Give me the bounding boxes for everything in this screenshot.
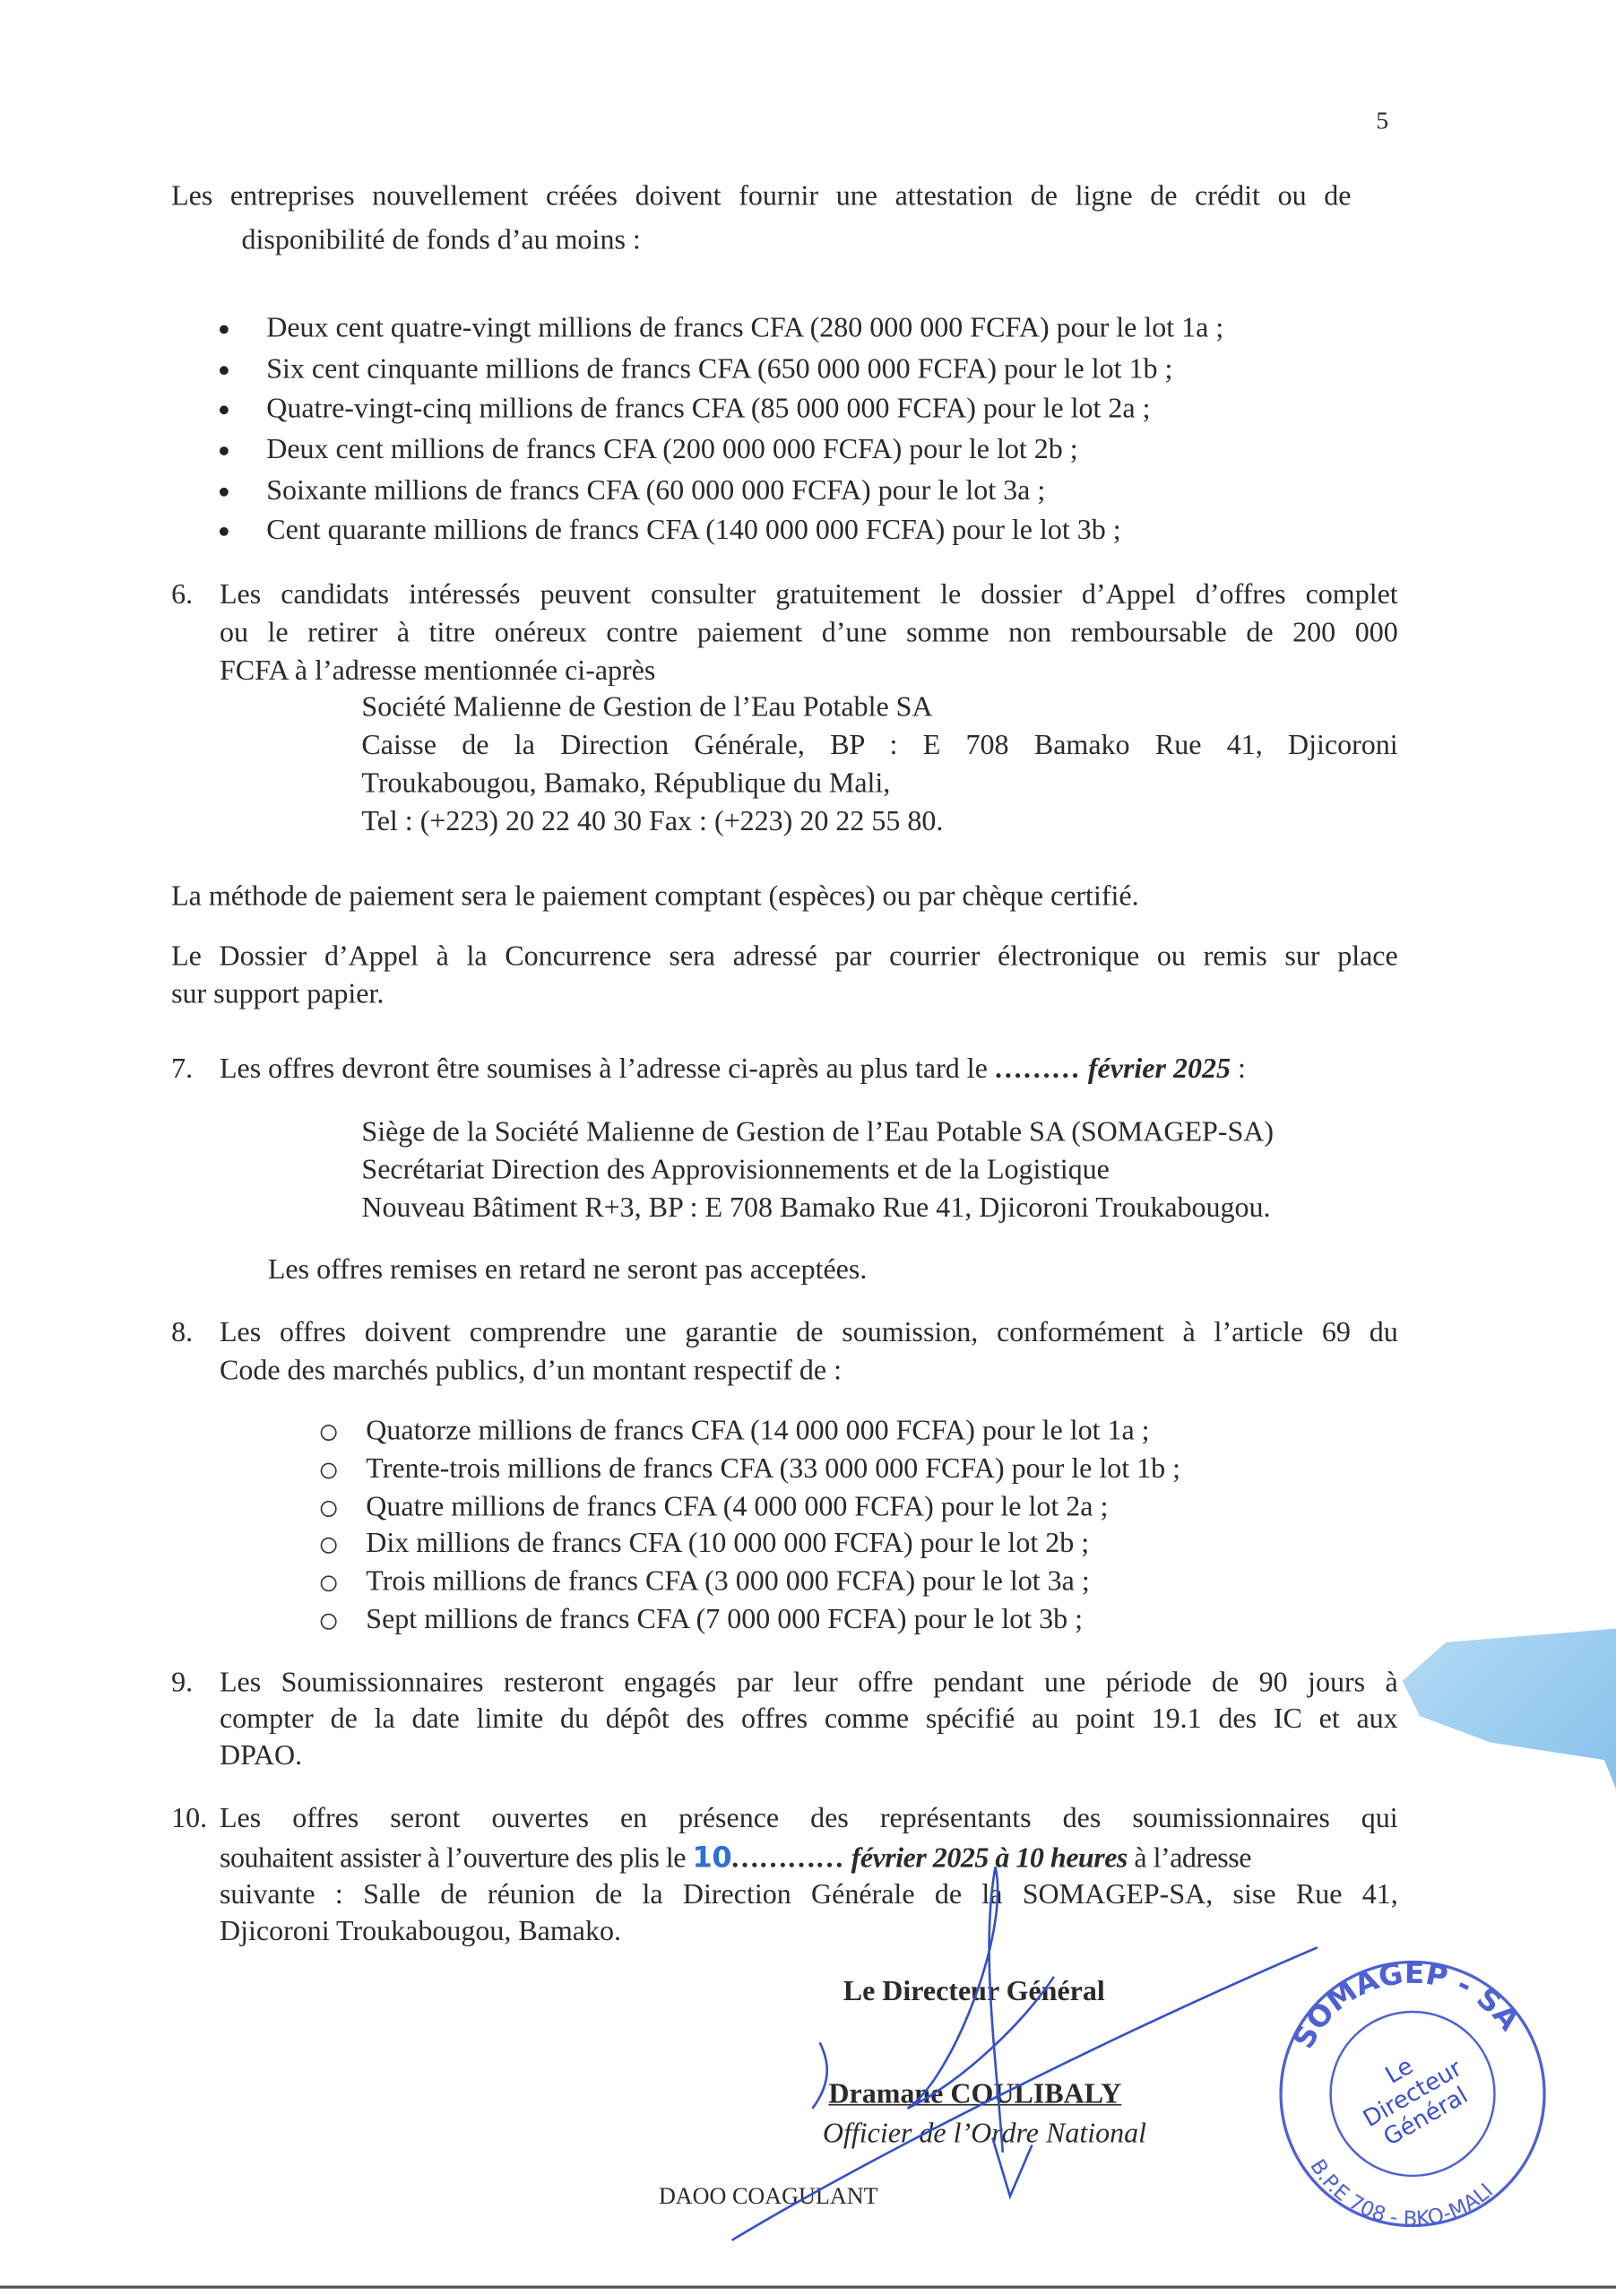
guarantee-list-item: Quatre millions de francs CFA (4 000 000 FCFA) pour le lot 2a ; (366, 1492, 1109, 1523)
svg-text:SOMAGEP - SA (1286, 1956, 1527, 2054)
bullet-icon (220, 527, 229, 536)
address-line: Nouveau Bâtiment R+3, BP : E 708 Bamako Rue 41, Djicoroni Troukabougou. (361, 1193, 1271, 1225)
signature-scribble (732, 1867, 1318, 2240)
item9-line: DPAO. (219, 1740, 303, 1772)
guarantee-list-item: Quatorze millions de francs CFA (14 000 000 FCFA) pour le lot 1a ; (366, 1416, 1150, 1447)
stamp-text-inner: Le Directeur Général (1358, 2051, 1473, 2152)
item10-post: à l’adresse (1127, 1843, 1251, 1875)
credit-list-item: Deux cent quatre-vingt millions de francs CFA (280 000 000 FCFA) pour le lot 1a ; (266, 313, 1224, 344)
guarantee-list-item: Dix millions de francs CFA (10 000 000 FCFA) pour le lot 2b ; (366, 1529, 1090, 1560)
guarantee-list-item: Trois millions de francs CFA (3 000 000 FCFA) pour le lot 3a ; (366, 1566, 1090, 1598)
item6-line: ou le retirer à titre onéreux contre paiement d’une somme non remboursable de 200 000 (219, 618, 1398, 649)
credit-list-item: Deux cent millions de francs CFA (200 000 000 FCFA) pour le lot 2b ; (266, 435, 1078, 466)
item-number: 6. (171, 579, 194, 611)
signatory-distinction: Officier de l’Ordre National (822, 2118, 1147, 2150)
credit-list-item: Soixante millions de francs CFA (60 000 000 FCFA) pour le lot 3a ; (266, 475, 1046, 507)
dossier-line: sur support papier. (171, 979, 385, 1010)
signatory-title: Le Directeur Général (843, 1976, 1105, 2008)
item10-pre: souhaitent assister à l’ouverture des plis le (219, 1843, 693, 1875)
address-line: Secrétariat Direction des Approvisionnements et de la Logistique (361, 1155, 1110, 1186)
item6-line: FCFA à l’adresse mentionnée ci-après (219, 655, 656, 687)
bullet-icon (220, 446, 229, 455)
address-line: Tel : (+223) 20 22 40 30 Fax : (+223) 20 22 55 80. (361, 806, 944, 838)
circle-bullet-icon (321, 1425, 337, 1441)
guarantee-list-item: Sept millions de francs CFA (7 000 000 FCFA) pour le lot 3b ; (366, 1604, 1084, 1636)
credit-list-item: Cent quarante millions de francs CFA (140 000 000 FCFA) pour le lot 3b ; (266, 515, 1121, 547)
credit-list-item: Six cent cinquante millions de francs CFA (650 000 000 FCFA) pour le lot 1b ; (266, 354, 1173, 386)
circle-bullet-icon (321, 1463, 337, 1479)
circle-bullet-icon (321, 1614, 337, 1630)
svg-text:B.P.E 708 - BKO-MALI (1305, 2155, 1498, 2231)
guarantee-list-item: Trente-trois millions de francs CFA (33 000 000 FCFA) pour le lot 1b ; (366, 1453, 1181, 1486)
bullet-icon (220, 366, 229, 375)
item-number: 8. (171, 1317, 194, 1349)
item-number: 7. (171, 1053, 194, 1086)
item9-line: compter de la date limite du dépôt des offres comme spécifié au point 19.1 des IC et aux (219, 1704, 1398, 1736)
item7-tail: : (1230, 1053, 1246, 1086)
credit-list-item: Quatre-vingt-cinq millions de francs CFA (85 000 000 FCFA) pour le lot 2a ; (266, 394, 1151, 425)
address-line: Société Malienne de Gestion de l’Eau Potable SA (361, 692, 933, 723)
deadline-date: ……… février 2025 (994, 1053, 1231, 1086)
item-number: 10. (171, 1804, 208, 1835)
intro-line: Les entreprises nouvellement créées doivent fournir une attestation de ligne de crédit ou de (171, 181, 1352, 212)
dossier-line: Le Dossier d’Appel à la Concurrence sera adressé par courrier électronique ou remis sur place (171, 941, 1398, 973)
item10-line: Djicoroni Troukabougou, Bamako. (219, 1916, 621, 1948)
address-line: Siège de la Société Malienne de Gestion de l’Eau Potable SA (SOMAGEP-SA) (361, 1117, 1275, 1148)
intro-line: disponibilité de fonds d’au moins : (241, 225, 641, 256)
item8-line: Code des marchés publics, d’un montant respectif de : (219, 1356, 843, 1387)
item7-text: Les offres devront être soumises à l’adresse ci-après au plus tard le (219, 1053, 995, 1086)
item10-line: Les offres seront ouvertes en présence des représentants des soumissionnaires qui (219, 1804, 1398, 1835)
stamp-text-bottom: B.P.E 708 - BKO-MALI (1305, 2155, 1499, 2231)
bullet-icon (220, 325, 229, 334)
item8-line: Les offres doivent comprendre une garantie de soumission, conformément à l’article 69 du (219, 1317, 1398, 1349)
late-notice: Les offres remises en retard ne seront pas acceptées. (267, 1254, 868, 1286)
stamp-text-top: SOMAGEP - SA (1285, 1955, 1527, 2055)
bullet-icon (220, 405, 229, 414)
handwritten-day: 10 (692, 1840, 732, 1875)
item10-line: suivante : Salle de réunion de la Direction Générale de la SOMAGEP-SA, sise Rue 41, (219, 1880, 1398, 1911)
item9-line: Les Soumissionnaires resteront engagés par leur offre pendant une période de 90 jours à (219, 1668, 1398, 1699)
opening-date: ………… février 2025 à 10 heures (731, 1843, 1128, 1875)
page-number: 5 (1376, 107, 1389, 135)
circle-bullet-icon (321, 1575, 337, 1591)
item-number: 9. (171, 1668, 194, 1699)
address-line: Caisse de la Direction Générale, BP : E 708 Bamako Rue 41, Djicoroni (361, 730, 1398, 762)
page-bottom-edge (0, 2285, 1616, 2288)
payment-text: La méthode de paiement sera le paiement comptant (espèces) ou par chèque certifié. (171, 881, 1139, 913)
circle-bullet-icon (321, 1538, 337, 1554)
bullet-icon (220, 488, 229, 497)
signatory-name: Dramane COULIBALY (828, 2079, 1122, 2110)
item6-line: Les candidats intéressés peuvent consulter gratuitement le dossier d’Appel d’offres complet (219, 579, 1398, 611)
circle-bullet-icon (321, 1501, 337, 1517)
footer-reference: DAOO COAGULANT (658, 2184, 878, 2210)
address-line: Troukabougou, Bamako, République du Mali, (361, 768, 891, 800)
